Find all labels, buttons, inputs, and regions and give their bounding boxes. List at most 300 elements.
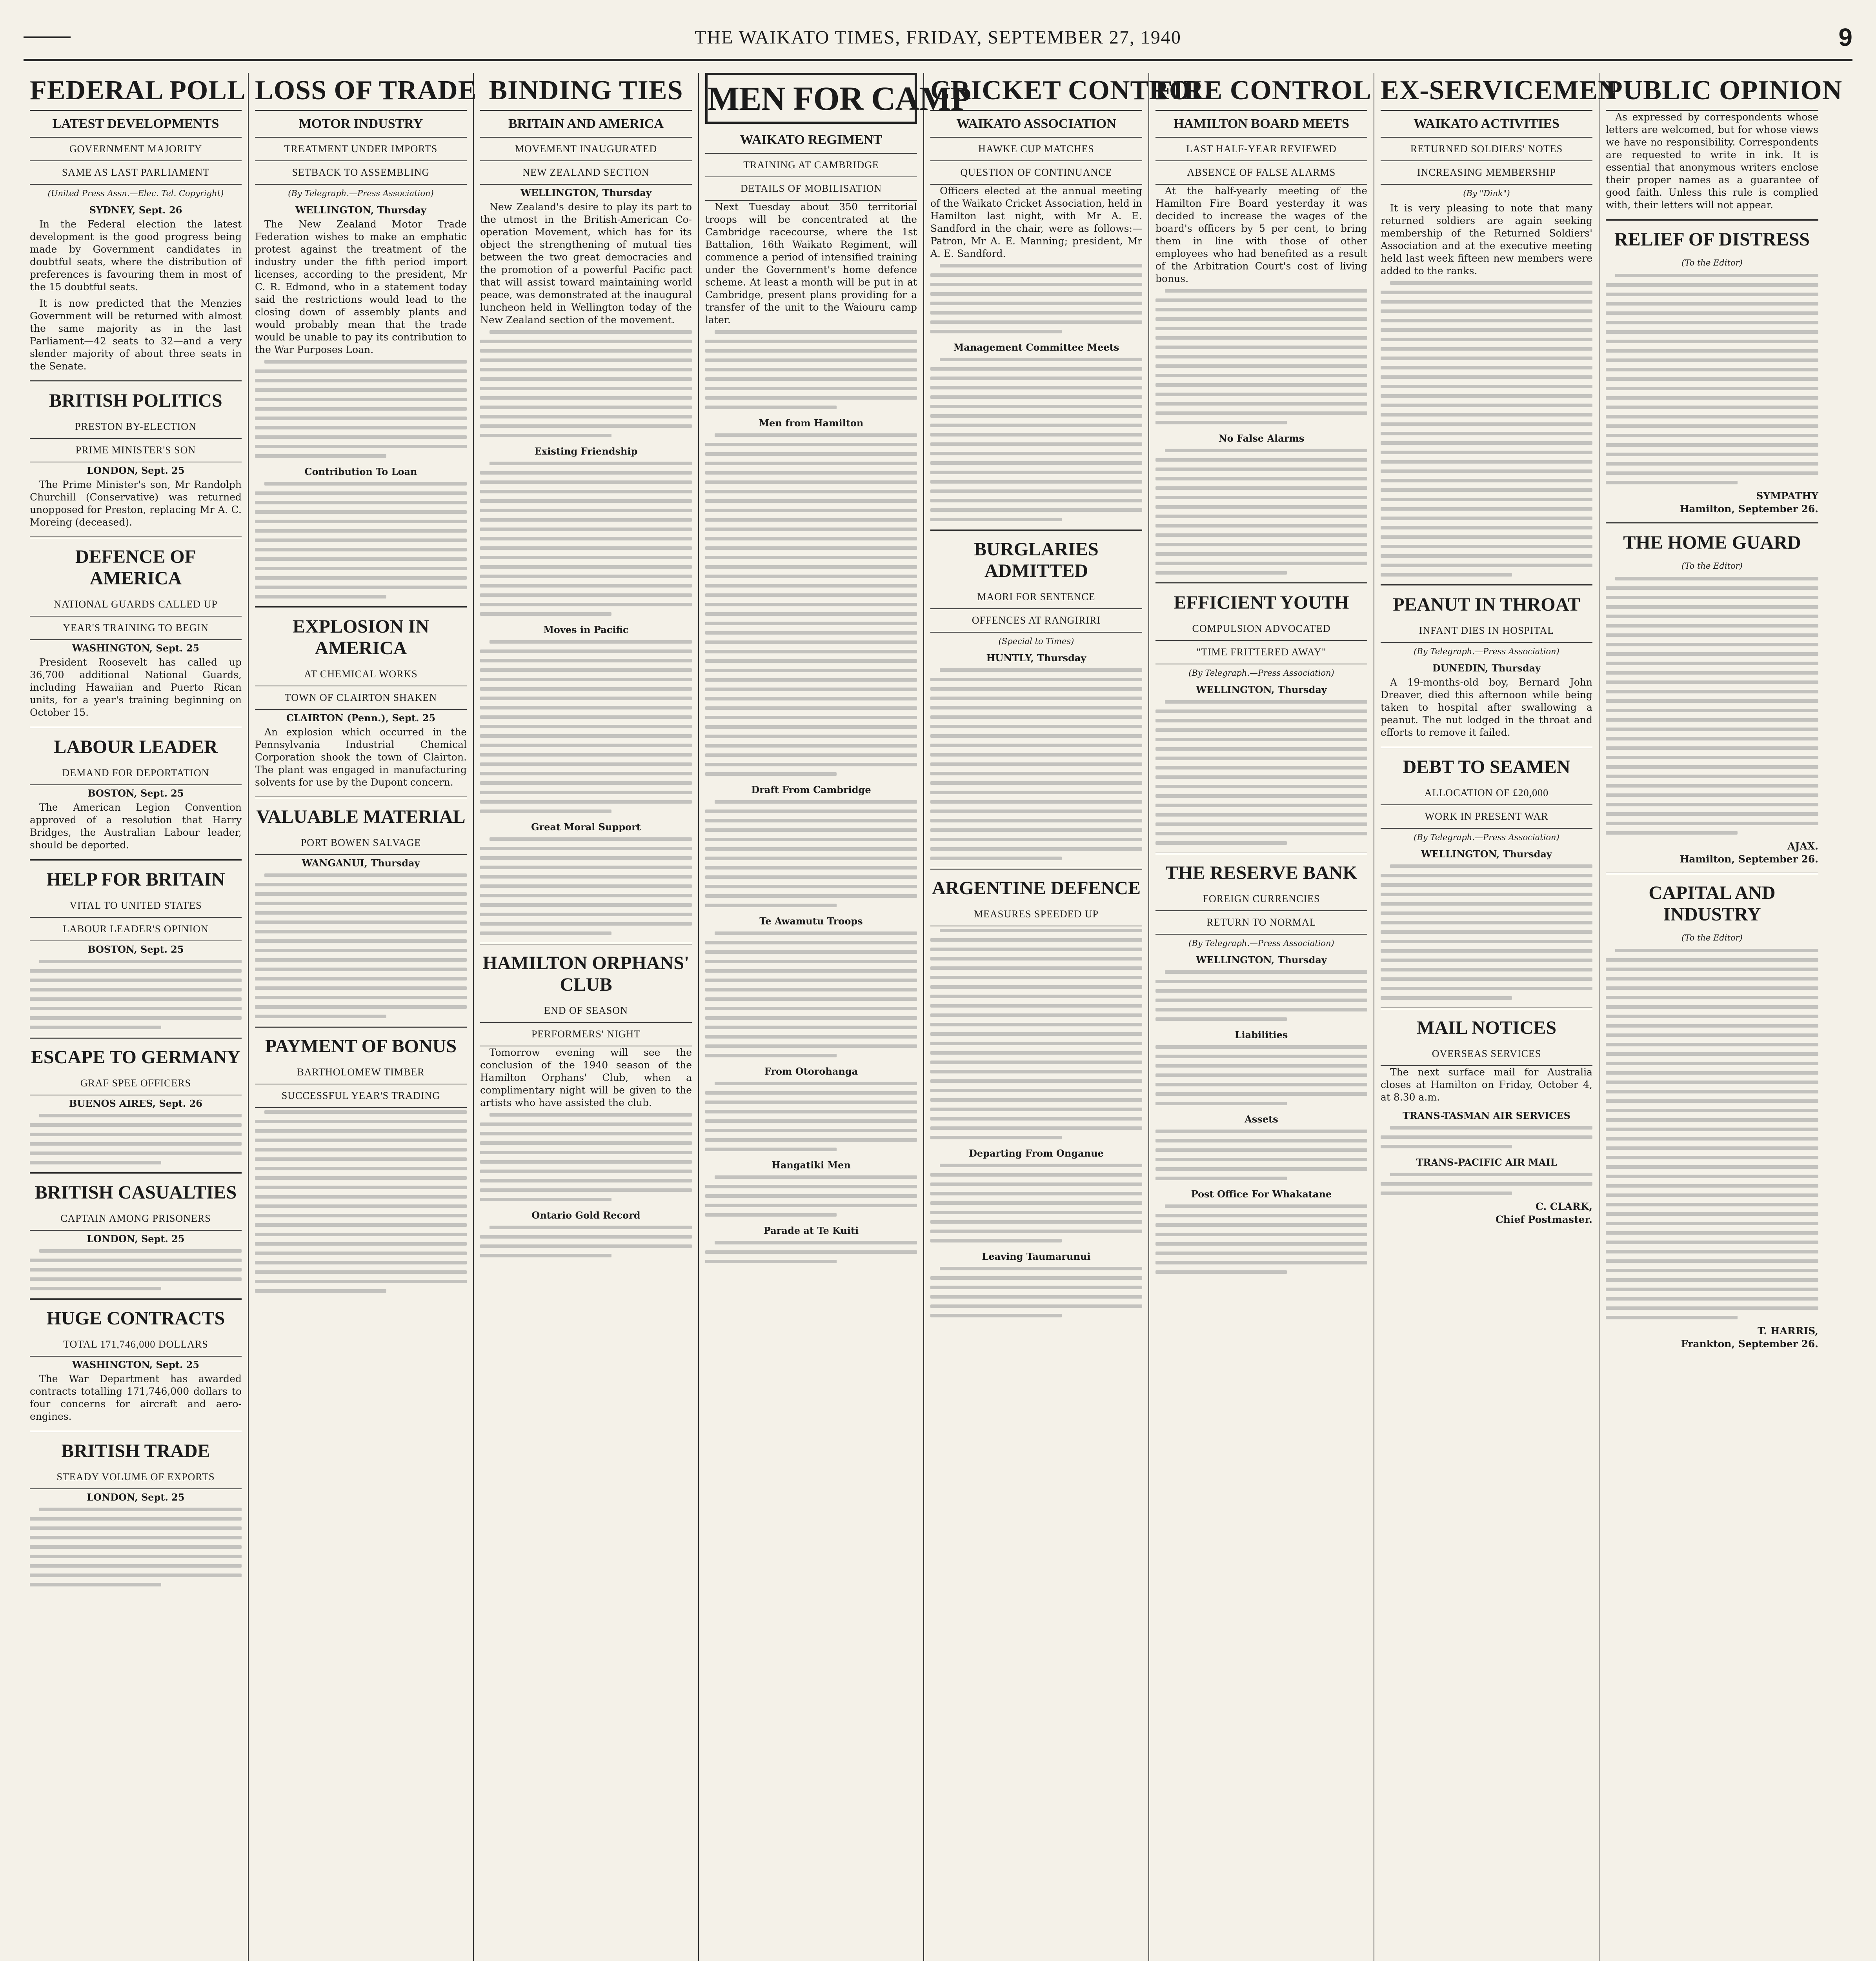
text-line (930, 697, 1142, 700)
subhead: WORK IN PRESENT WAR (1381, 805, 1592, 829)
text-line (930, 433, 1142, 437)
text-line (480, 772, 692, 775)
text-line (1381, 949, 1592, 953)
text-line (1155, 421, 1287, 424)
text-line (255, 911, 467, 915)
text-line (255, 996, 467, 999)
text-line (489, 640, 692, 644)
text-line (930, 1182, 1142, 1186)
text-line (705, 387, 917, 390)
text-line (705, 763, 917, 766)
subhead: OVERSEAS SERVICES (1381, 1042, 1592, 1066)
text-lines (1381, 281, 1592, 577)
subhead: WAIKATO ACTIVITIES (1381, 111, 1592, 138)
text-line (705, 1035, 917, 1039)
column-8 (1599, 73, 1843, 1961)
text-line (480, 1244, 692, 1248)
text-line (255, 435, 467, 439)
text-line (1155, 308, 1367, 311)
text-lines (480, 462, 692, 616)
subhead: INFANT DIES IN HOSPITAL (1381, 619, 1592, 643)
text-line (1606, 633, 1818, 637)
text-line (930, 461, 1142, 465)
text-line (480, 725, 692, 728)
text-line (480, 715, 692, 719)
text-lines (1606, 577, 1818, 835)
text-line (930, 518, 1062, 521)
text-lines (1155, 700, 1367, 845)
text-line (255, 1280, 467, 1283)
text-line (255, 576, 467, 580)
article-text: At the half-yearly meeting of the Hamilton Fire Board yesterday it was decided to increase the wages of the board's officers by 5 per cent, to bring them in line with those of other employees who had benefited as a result of the Arbitration Court's cost of living bonus. (1155, 185, 1367, 284)
text-line (1381, 309, 1592, 313)
text-line (705, 725, 917, 729)
text-line (705, 875, 917, 879)
text-line (1381, 940, 1592, 943)
text-line (705, 603, 917, 606)
text-line (255, 892, 467, 896)
article-text: New Zealand's desire to play its part to the utmost in the British-American Co-operation Movement, which has for its object the strengthening of mutual ties between the two great democracies and the promotion of a powerful Pacific pact that will assist toward maintaining world peace, was demonstrated at the inaugural luncheon held in Wellington today of the New Zealand section of the movement. (480, 201, 692, 326)
text-line (1606, 1062, 1818, 1065)
text-line (1381, 987, 1592, 990)
text-line (930, 489, 1142, 493)
text-line (930, 442, 1142, 446)
text-line (1381, 1135, 1592, 1139)
text-lines (705, 800, 917, 907)
text-line (255, 902, 467, 905)
inline-subhead: Contribution To Loan (304, 466, 417, 477)
text-line (705, 941, 917, 944)
text-line (1606, 652, 1818, 656)
text-lines (705, 1175, 917, 1217)
text-line (30, 1161, 161, 1164)
text-line (480, 706, 692, 709)
text-line (1606, 1043, 1818, 1046)
text-line (30, 1526, 242, 1530)
text-line (1381, 319, 1592, 322)
text-line (930, 1051, 1142, 1055)
text-line (705, 1007, 917, 1010)
subhead: TREATMENT UNDER IMPORTS (255, 138, 467, 161)
subhead: END OF SEASON (480, 999, 692, 1023)
headline-loss-of-trade: LOSS OF TRADE (255, 73, 467, 111)
columns (24, 73, 1852, 1961)
text-line (705, 819, 917, 822)
text-line (1155, 317, 1367, 321)
subhead: TOWN OF CLAIRTON SHAKEN (255, 686, 467, 710)
text-lines (480, 1226, 692, 1257)
text-line (1381, 977, 1592, 981)
text-line (1381, 357, 1592, 360)
text-line (1606, 596, 1818, 599)
text-line (480, 377, 692, 381)
text-lines (255, 482, 467, 598)
text-line (489, 837, 692, 841)
subhead: CAPTAIN AMONG PRISONERS (30, 1207, 242, 1231)
text-line (705, 1148, 837, 1151)
text-line (1606, 709, 1818, 712)
masthead (24, 16, 1852, 61)
dateline: LONDON, Sept. 25 (87, 1492, 185, 1503)
text-line (930, 1089, 1142, 1092)
text-line (480, 649, 692, 653)
text-line (1381, 469, 1592, 473)
text-line (1155, 298, 1367, 302)
text-line (705, 575, 917, 578)
subhead: STEADY VOLUME OF EXPORTS (30, 1466, 242, 1489)
text-line (940, 929, 1142, 932)
text-line (1155, 1139, 1367, 1142)
text-line (705, 406, 837, 409)
text-line (255, 883, 467, 886)
text-line (1381, 1192, 1512, 1195)
article-text: The next surface mail for Australia closes at Hamilton on Friday, October 4, at 8.30 a.m. (1381, 1066, 1592, 1103)
text-line (255, 986, 467, 990)
text-line (1606, 977, 1818, 980)
text-line (1381, 300, 1592, 304)
text-line (1381, 921, 1592, 924)
inline-subhead: Liabilities (1235, 1029, 1288, 1041)
text-line (1606, 986, 1818, 990)
text-line (930, 744, 1142, 747)
headline: HUGE CONTRACTS (30, 1298, 242, 1333)
text-line (930, 330, 1062, 333)
inline-subhead: Great Moral Support (531, 821, 641, 833)
text-line (1155, 1008, 1367, 1011)
article-text: The Prime Minister's son, Mr Randolph Churchill (Conservative) was returned unopposed for Preston, replacing Mr A. C. Moreing (deceased). (30, 479, 242, 528)
headline-ex-servicemen: EX-SERVICEMEN (1381, 73, 1592, 111)
column-5 (924, 73, 1210, 1961)
text-line (1155, 832, 1367, 835)
text-line (30, 1151, 242, 1155)
text-line (480, 387, 692, 390)
text-line (255, 1157, 467, 1161)
subhead: MEASURES SPEEDED UP (930, 903, 1142, 926)
text-line (1606, 680, 1818, 684)
text-line (715, 433, 917, 437)
subhead: BRITAIN AND AMERICA (480, 111, 692, 138)
text-line (480, 866, 692, 869)
subhead: NATIONAL GUARDS CALLED UP (30, 593, 242, 617)
text-line (705, 997, 917, 1001)
text-line (930, 1230, 1142, 1233)
text-line (480, 1179, 692, 1182)
text-line (1381, 564, 1592, 567)
text-line (930, 1079, 1142, 1083)
subhead: LAST HALF-YEAR REVIEWED (1155, 138, 1367, 161)
headline: DEFENCE OF AMERICA (30, 537, 242, 593)
text-line (1606, 424, 1818, 428)
text-line (705, 988, 917, 991)
text-line (1381, 911, 1592, 915)
text-line (705, 1129, 917, 1132)
text-line (705, 1194, 917, 1198)
text-lines (1606, 274, 1818, 484)
subhead: YEAR'S TRAINING TO BEGIN (30, 617, 242, 640)
text-line (705, 1204, 917, 1207)
subhead: ALLOCATION OF £20,000 (1381, 782, 1592, 805)
text-line (480, 678, 692, 681)
text-line (705, 546, 917, 550)
text-line (1155, 383, 1367, 387)
text-line (1606, 1052, 1818, 1056)
text-line (1381, 535, 1592, 539)
press-credit: (By Telegraph.—Press Association) (1414, 647, 1559, 656)
text-line (705, 612, 917, 616)
text-line (930, 452, 1142, 455)
text-line (705, 716, 917, 719)
text-line (30, 1564, 242, 1568)
headline: BRITISH POLITICS (30, 380, 242, 415)
text-line (930, 995, 1142, 998)
text-line (480, 1170, 692, 1173)
text-line (1155, 1045, 1367, 1049)
text-line (30, 1583, 161, 1586)
text-line (255, 1129, 467, 1133)
text-line (1606, 1316, 1738, 1319)
text-line (1606, 1203, 1818, 1206)
text-line (705, 622, 917, 625)
text-line (255, 407, 467, 411)
text-line (264, 873, 467, 877)
column-3 (474, 73, 699, 1961)
subhead: NEW ZEALAND SECTION (480, 161, 692, 185)
text-line (30, 988, 242, 991)
text-line (930, 292, 1142, 296)
text-line (1606, 1250, 1818, 1253)
headline: PEANUT IN THROAT (1381, 584, 1592, 619)
text-line (705, 1044, 917, 1048)
subhead: TRAINING AT CAMBRIDGE (705, 154, 917, 177)
text-line (1606, 434, 1818, 437)
text-line (930, 1173, 1142, 1177)
dateline: SYDNEY, Sept. 26 (89, 204, 182, 216)
text-line (1381, 996, 1512, 1000)
text-line (930, 800, 1142, 804)
text-line (1606, 1222, 1818, 1225)
text-line (1606, 1090, 1818, 1093)
text-line (930, 1192, 1142, 1195)
subhead: "TIME FRITTERED AWAY" (1155, 641, 1367, 664)
text-line (930, 857, 1062, 860)
text-line (255, 1242, 467, 1246)
subhead: HAMILTON BOARD MEETS (1155, 111, 1367, 138)
headline-fire-control: FIRE CONTROL (1155, 73, 1367, 111)
text-line (930, 283, 1142, 286)
text-line (930, 847, 1142, 851)
text-line (1606, 283, 1818, 287)
text-line (1155, 1242, 1367, 1246)
inline-subhead: From Otorohanga (764, 1066, 858, 1077)
text-line (1155, 1102, 1287, 1105)
text-line (705, 1026, 917, 1029)
text-line (930, 395, 1142, 399)
text-line (480, 480, 692, 484)
text-line (705, 537, 917, 540)
text-line (705, 735, 917, 738)
text-line (1606, 1137, 1818, 1141)
text-line (1155, 393, 1367, 396)
text-line (1606, 586, 1818, 590)
text-line (1381, 338, 1592, 341)
text-line (1606, 1193, 1818, 1197)
text-line (1155, 1223, 1367, 1227)
letter-place: Hamilton, September 26. (1679, 853, 1818, 865)
text-line (705, 950, 917, 954)
inline-subhead: Moves in Pacific (543, 624, 629, 635)
text-line (255, 379, 467, 382)
text-line (1606, 718, 1818, 722)
text-line (1155, 989, 1367, 993)
dateline: WELLINGTON, Thursday (1196, 954, 1327, 966)
text-line (1381, 366, 1592, 369)
text-line (1606, 699, 1818, 703)
text-line (1606, 958, 1818, 962)
text-line (940, 358, 1142, 361)
text-line (1381, 422, 1592, 426)
text-line (480, 499, 692, 503)
text-lines (480, 837, 692, 935)
text-line (1606, 1146, 1818, 1150)
text-line (930, 938, 1142, 942)
text-line (1381, 291, 1592, 294)
text-line (30, 1574, 242, 1577)
subhead: LABOUR LEADER'S OPINION (30, 918, 242, 941)
text-line (1606, 671, 1818, 675)
text-line (705, 593, 917, 597)
text-line (1606, 996, 1818, 999)
text-line (255, 1270, 467, 1274)
subhead: DEMAND FOR DEPORTATION (30, 762, 242, 785)
text-line (1155, 709, 1367, 713)
inline-subhead: Parade at Te Kuiti (763, 1225, 859, 1236)
dateline: WASHINGTON, Sept. 25 (72, 1359, 200, 1370)
article-text: The American Legion Convention approved of a resolution that Harry Bridges, the Australian Labour leader, should be deported. (30, 802, 242, 851)
text-line (930, 706, 1142, 709)
text-line (1155, 477, 1367, 480)
text-line (1155, 374, 1367, 377)
text-lines (255, 1110, 467, 1293)
text-line (480, 753, 692, 757)
text-line (705, 1250, 917, 1254)
headline: CAPITAL AND INDUSTRY (1606, 873, 1818, 929)
text-line (480, 922, 692, 926)
signature: SYMPATHY (1756, 490, 1818, 502)
text-line (1381, 375, 1592, 379)
text-line (1381, 874, 1592, 877)
text-line (705, 471, 917, 475)
dateline: BOSTON, Sept. 25 (87, 944, 184, 955)
text-line (705, 1260, 837, 1263)
text-line (1615, 577, 1818, 580)
headline: THE HOME GUARD (1606, 522, 1818, 557)
text-line (715, 800, 917, 804)
headline: RELIEF OF DISTRESS (1606, 219, 1818, 254)
text-line (480, 697, 692, 700)
publication-title: THE WAIKATO TIMES, FRIDAY, SEPTEMBER 27, 1940 (695, 27, 1181, 48)
headline: EFFICIENT YOUTH (1155, 582, 1367, 617)
text-line (1606, 406, 1818, 409)
text-line (930, 273, 1142, 277)
subhead: HAWKE CUP MATCHES (930, 138, 1142, 161)
text-line (1155, 562, 1367, 565)
text-line (930, 1004, 1142, 1008)
text-line (480, 528, 692, 531)
text-line (255, 388, 467, 392)
text-line (1381, 517, 1592, 520)
text-line (1381, 554, 1592, 558)
text-line (1155, 486, 1367, 490)
text-line (705, 565, 917, 569)
text-line (1155, 505, 1367, 509)
text-line (1606, 1033, 1818, 1037)
text-line (1606, 1015, 1818, 1018)
text-line (930, 1220, 1142, 1224)
dateline: DUNEDIN, Thursday (1432, 662, 1541, 674)
dateline: CLAIRTON (Penn.), Sept. 25 (286, 712, 436, 724)
text-line (1165, 970, 1367, 974)
text-line (1606, 624, 1818, 628)
text-line (1606, 968, 1818, 971)
text-line (1155, 552, 1367, 556)
text-line (1606, 1288, 1818, 1291)
text-lines (1155, 449, 1367, 575)
text-line (705, 443, 917, 446)
text-line (1155, 775, 1367, 779)
subhead: PRESTON BY-ELECTION (30, 415, 242, 439)
text-line (930, 1098, 1142, 1102)
text-line (1165, 700, 1367, 704)
text-line (930, 377, 1142, 380)
text-line (930, 405, 1142, 408)
text-line (1381, 488, 1592, 492)
dateline: WELLINGTON, Thursday (1421, 848, 1552, 860)
headline: THE RESERVE BANK (1155, 853, 1367, 888)
column-4 (699, 73, 971, 1961)
text-line (1155, 1167, 1367, 1171)
text-line (480, 800, 692, 804)
dateline: BUENOS AIRES, Sept. 26 (69, 1098, 202, 1109)
text-line (30, 1287, 161, 1290)
text-line (1155, 766, 1367, 769)
subhead: GRAF SPEE OFFICERS (30, 1072, 242, 1095)
letter-place: Hamilton, September 26. (1679, 503, 1818, 515)
text-line (715, 330, 917, 334)
inline-subhead: Management Committee Meets (953, 342, 1119, 353)
text-line (30, 1133, 242, 1136)
text-line (705, 753, 917, 757)
text-line (705, 462, 917, 465)
text-line (1606, 1005, 1818, 1009)
text-line (255, 1195, 467, 1199)
text-line (480, 490, 692, 493)
inline-subhead: Departing From Onganue (969, 1148, 1104, 1159)
article-text: The War Department has awarded contracts totalling 171,746,000 dollars to four concerns for aircraft and aero-engines. (30, 1373, 242, 1422)
text-line (255, 1176, 467, 1180)
text-line (1606, 1024, 1818, 1028)
text-line (1155, 822, 1367, 826)
text-line (255, 920, 467, 924)
headline-federal-poll: FEDERAL POLL (30, 73, 242, 111)
text-line (1606, 1259, 1818, 1263)
subhead: SAME AS LAST PARLIAMENT (30, 161, 242, 185)
text-line (30, 979, 242, 982)
text-line (930, 367, 1142, 371)
text-line (705, 885, 917, 888)
text-line (1155, 543, 1367, 546)
text-line (1381, 1182, 1592, 1186)
subhead: BARTHOLOMEW TIMBER (255, 1061, 467, 1084)
